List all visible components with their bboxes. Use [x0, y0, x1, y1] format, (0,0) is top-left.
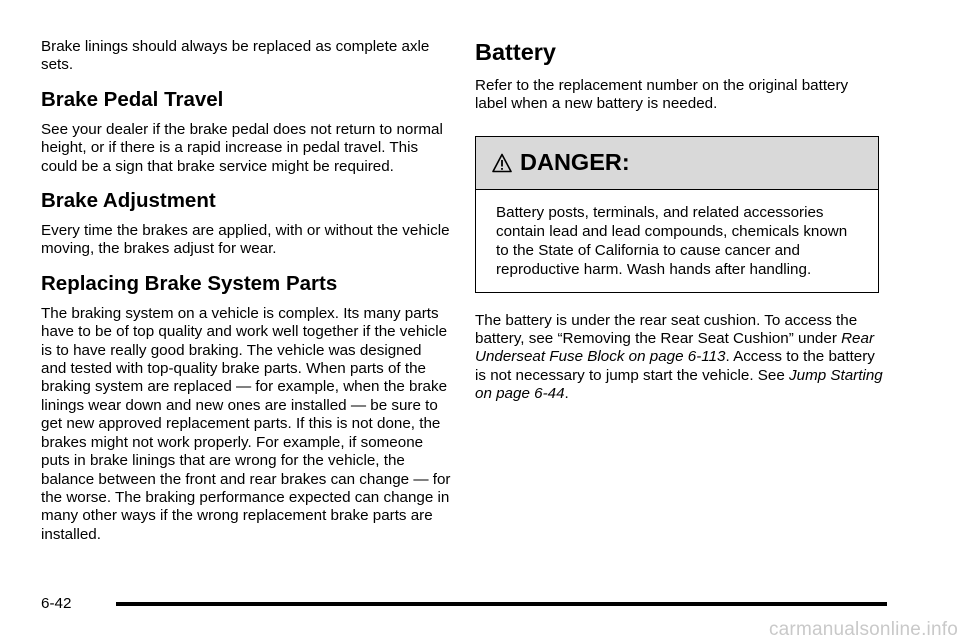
battery-location-text-1: The battery is under the rear seat cushion. To access the battery, see “Removing the Rear Seat Cushion” under — [475, 311, 858, 348]
site-watermark: carmanualsonline.info — [768, 619, 958, 640]
page-number: 6-42 — [41, 595, 72, 612]
brake-linings-paragraph: Brake linings should always be replaced as complete axle sets. — [41, 38, 430, 74]
danger-header — [476, 137, 878, 190]
fuse-block-reference-link[interactable]: Rear Underseat Fuse Block on page 6‑113 — [475, 330, 875, 366]
jump-starting-reference-link[interactable]: Jump Starting on page 6‑44 — [475, 366, 883, 403]
warning-triangle-icon — [492, 153, 512, 173]
left-column — [41, 38, 451, 544]
danger-body — [476, 190, 878, 292]
brake-adjustment-heading: Brake Adjustment — [41, 189, 216, 213]
danger-text: Battery posts, terminals, and related accessories contain lead and lead compounds, chemicals known to the State of California to cause cancer and reproductive harm. Wash hands after handling. — [496, 203, 848, 279]
replacing-brake-parts-heading: Replacing Brake System Parts — [41, 271, 338, 295]
replacing-brake-parts-paragraph: The braking system on a vehicle is complex. Its many parts have to be of top quality and work well together if the vehicle is to have really good braking. The vehicle was designed and tested with top-quality brake parts. When parts of the braking system are replaced — for example, when the brake linings wear down and new ones are installed — be sure to get new approved replacement parts. If this is not done, the brakes might not work properly. For example, if someone puts in brake linings that are wrong for the vehicle, the balance between the front and rear brakes can change — for the worse. The braking performance expected can change in many other ways if the wrong replacement brake parts are installed. — [41, 304, 451, 543]
brake-adjustment-paragraph: Every time the brakes are applied, with or without the vehicle moving, the brakes adjust for wear. — [41, 222, 450, 258]
right-column — [475, 38, 883, 404]
battery-intro-paragraph: Refer to the replacement number on the original battery label when a new battery is needed. — [475, 77, 849, 113]
brake-pedal-travel-paragraph: See your dealer if the brake pedal does not return to normal height, or if there is a rapid increase in pedal travel. This could be a sign that brake service might be required. — [41, 120, 443, 175]
battery-location-text-2: . Access to the battery is not necessary to jump start the vehicle. See — [475, 348, 875, 384]
footer-rule — [116, 602, 887, 606]
battery-location-text-3: . — [564, 385, 569, 403]
danger-title: DANGER: — [520, 149, 630, 176]
brake-pedal-travel-heading: Brake Pedal Travel — [41, 87, 224, 111]
danger-box — [475, 136, 879, 293]
battery-location-paragraph — [475, 312, 883, 404]
battery-heading: Battery — [475, 39, 556, 65]
